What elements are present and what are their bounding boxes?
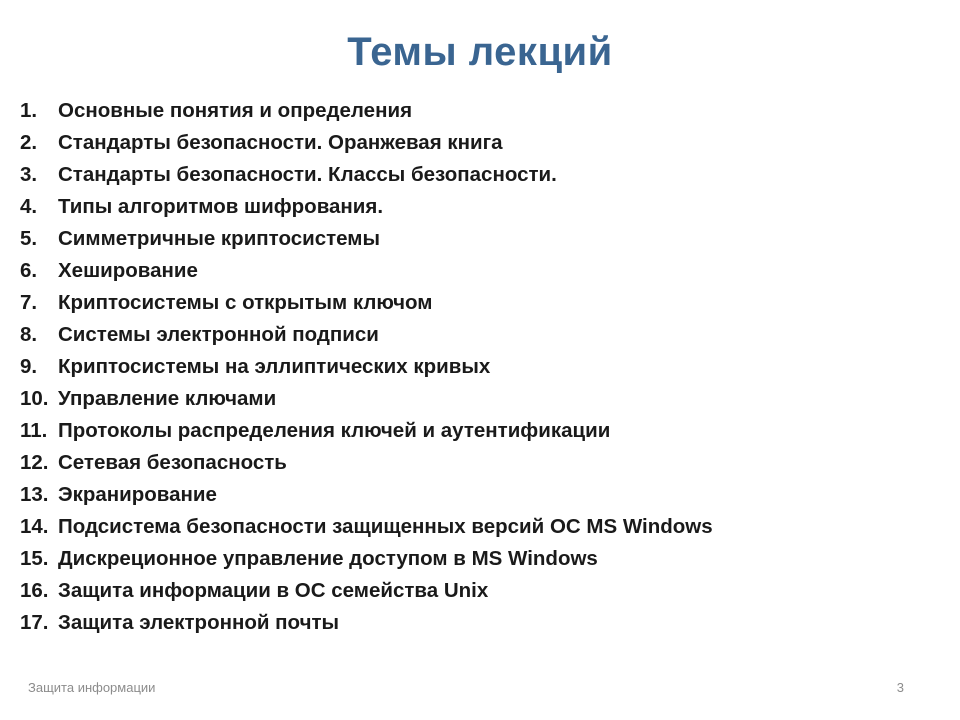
list-item [20,511,713,543]
page-number: 3 [896,680,904,695]
list-item [20,159,713,191]
list-item-number: 4. [20,195,38,218]
list-item [20,447,713,479]
list-item-number: 13. [20,483,49,506]
list-item-number: 12. [20,451,49,474]
list-item-number: 11. [20,419,48,442]
list-item-text: Криптосистемы с открытым ключом [58,291,433,314]
list-item [20,351,713,383]
list-item-text: Сетевая безопасность [58,451,287,474]
list-item [20,95,713,127]
list-item [20,383,713,415]
list-item [20,575,713,607]
list-item-text: Стандарты безопасности. Классы безопасности. [58,163,557,186]
list-item-text: Защита информации в ОС семейства Unix [58,579,489,602]
topic-list [20,95,713,639]
list-item-text: Симметричные криптосистемы [58,227,380,250]
list-item-number: 9. [20,355,38,378]
list-item-number: 17. [20,611,49,634]
footer-text: Защита информации [28,680,156,695]
page-title: Темы лекций [347,30,613,74]
list-item [20,223,713,255]
list-item-text: Защита электронной почты [58,611,340,634]
list-item-number: 1. [20,99,38,122]
list-item-text: Криптосистемы на эллиптических кривых [58,355,491,378]
list-item-text: Экранирование [58,483,217,506]
list-item-text: Основные понятия и определения [58,99,413,122]
list-item-text: Стандарты безопасности. Оранжевая книга [58,131,503,154]
list-item [20,479,713,511]
list-item-text: Хеширование [58,259,198,282]
list-item [20,319,713,351]
list-item-text: Протоколы распределения ключей и аутентификации [58,419,611,442]
list-item [20,543,713,575]
list-item-number: 16. [20,579,49,602]
list-item-number: 7. [20,291,38,314]
list-item-text: Управление ключами [58,387,277,410]
list-item-text: Подсистема безопасности защищенных версий ОС MS Windows [58,515,713,538]
list-item [20,287,713,319]
list-item-number: 5. [20,227,38,250]
list-item [20,415,713,447]
list-item-number: 6. [20,259,38,282]
list-item [20,607,713,639]
list-item-text: Типы алгоритмов шифрования. [58,195,384,218]
list-item-number: 14. [20,515,49,538]
list-item-number: 3. [20,163,38,186]
list-item-number: 15. [20,547,49,570]
list-item-number: 2. [20,131,38,154]
list-item [20,127,713,159]
list-item-text: Дискреционное управление доступом в MS Windows [58,547,598,570]
list-item-number: 8. [20,323,38,346]
list-item [20,191,713,223]
list-item [20,255,713,287]
list-item-text: Системы электронной подписи [58,323,379,346]
list-item-number: 10. [20,387,49,410]
